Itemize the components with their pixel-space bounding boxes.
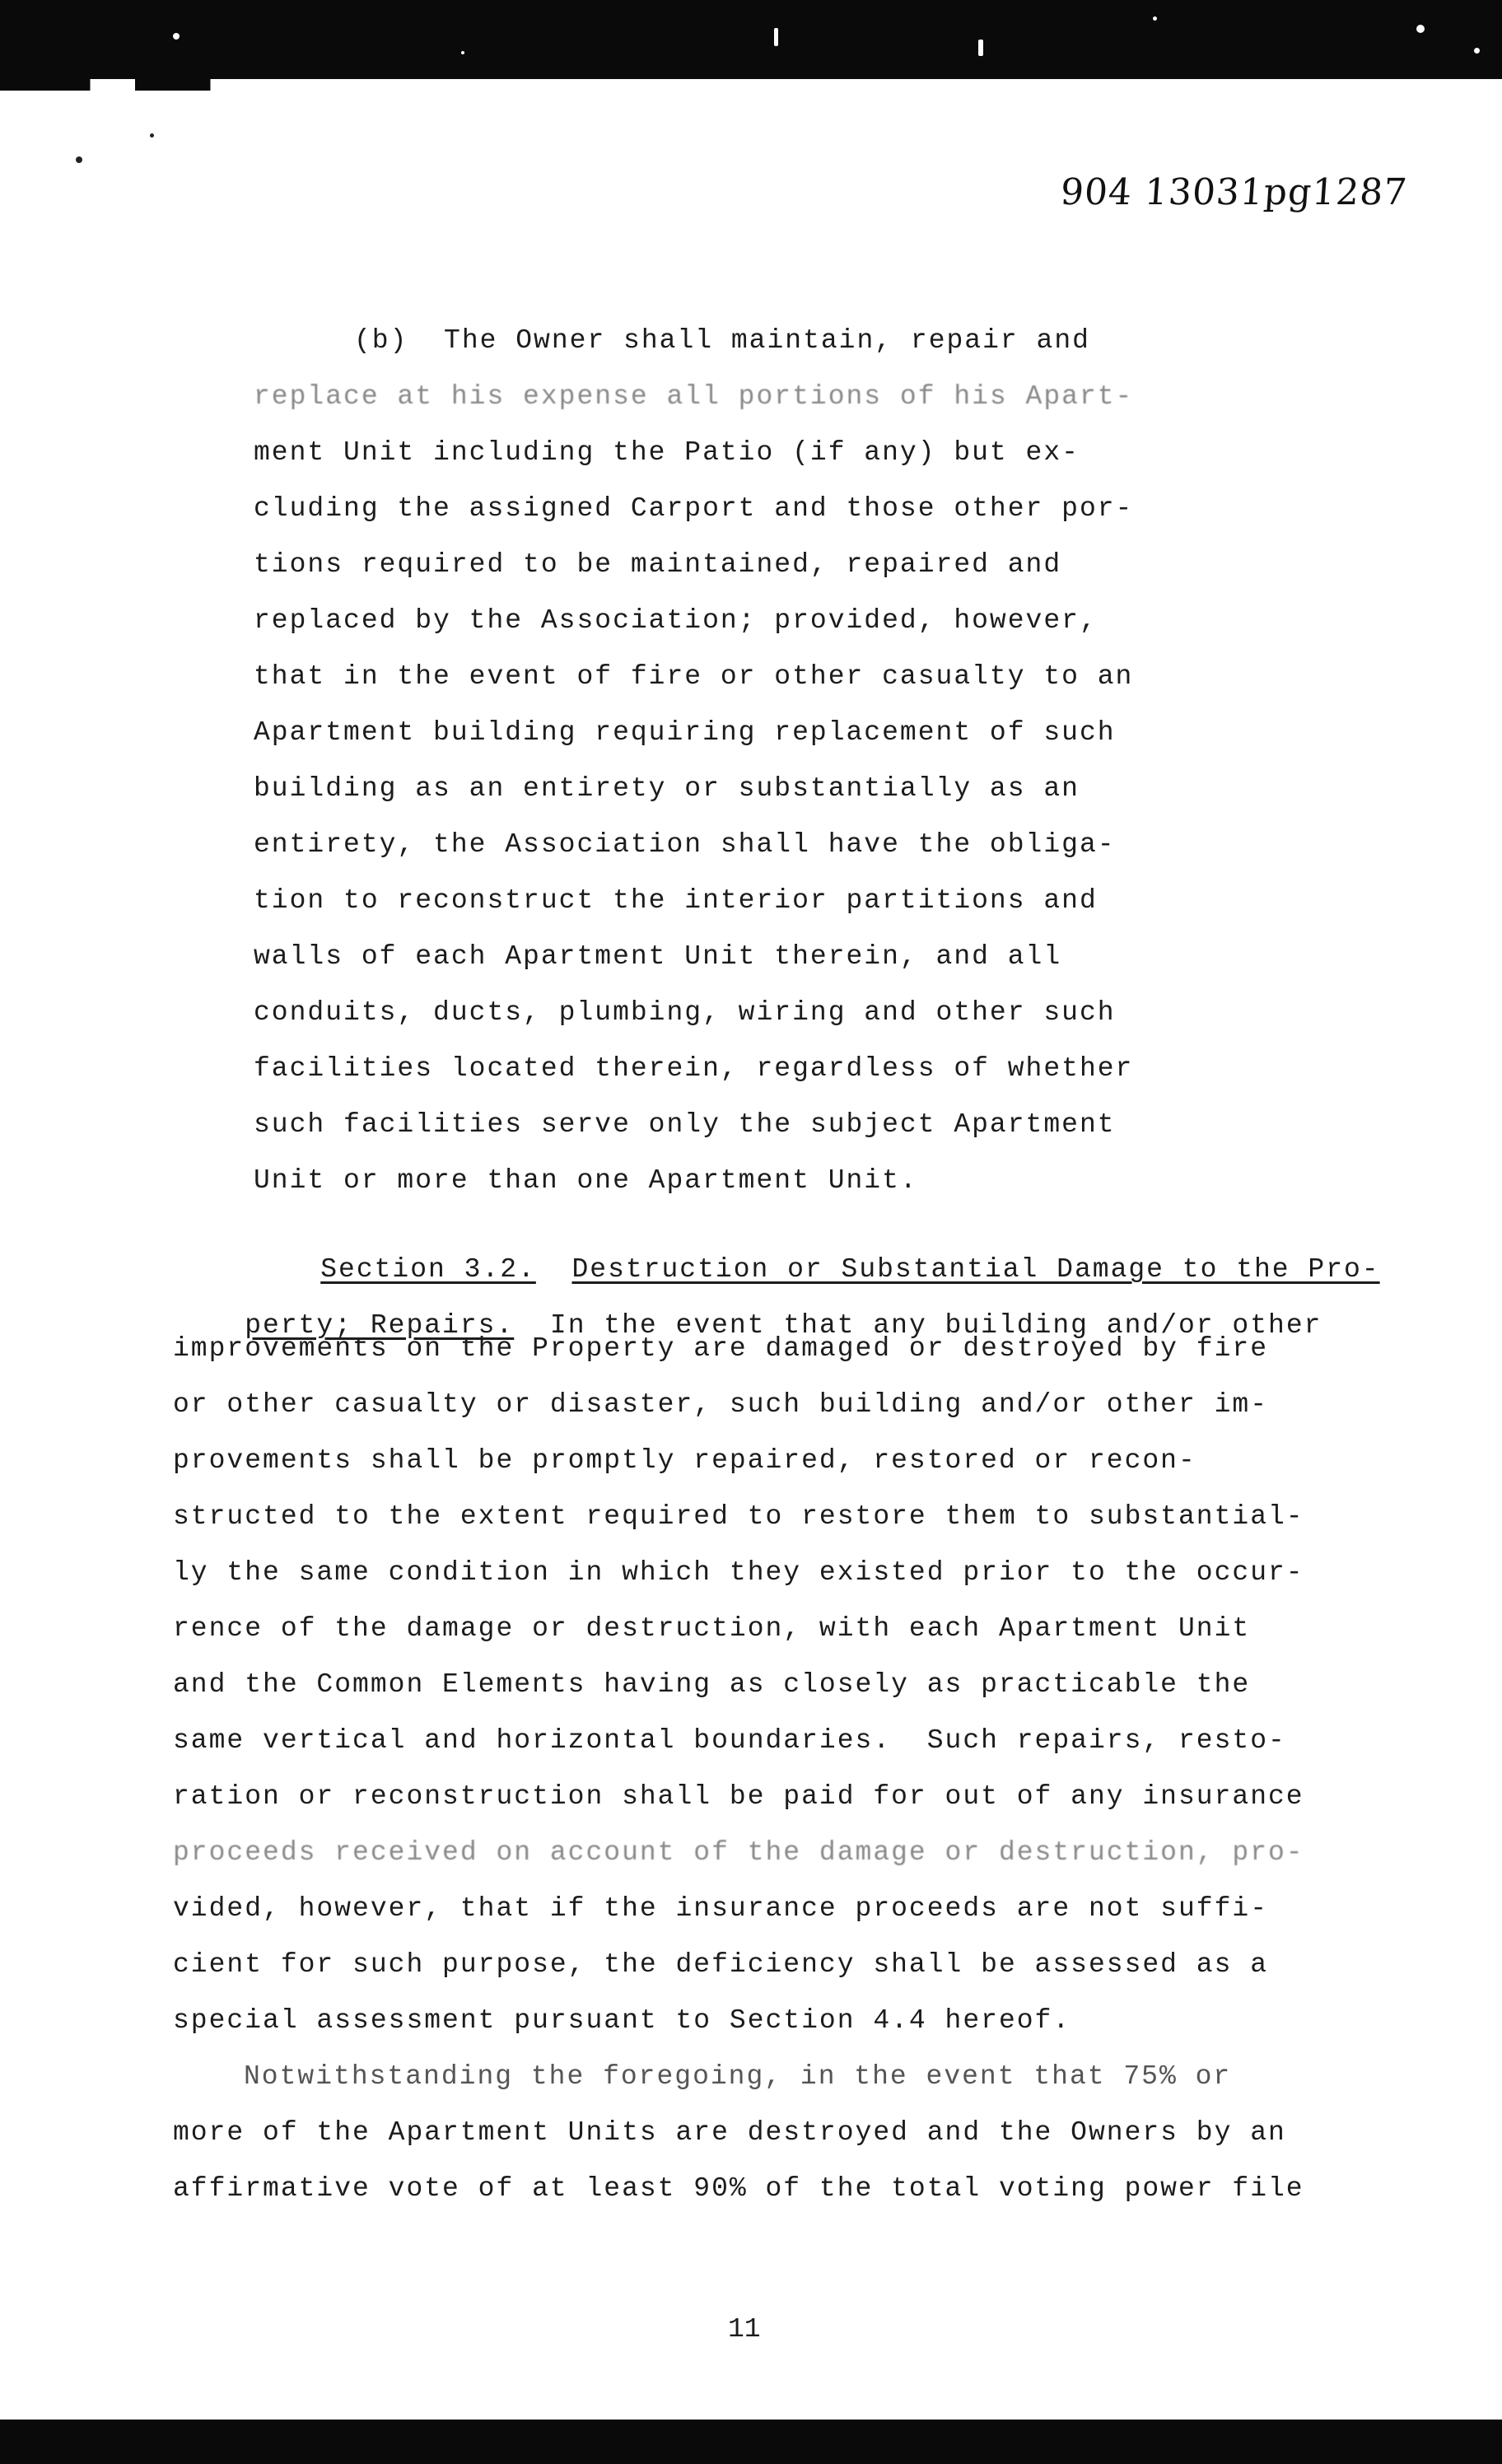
text-line: tions required to be maintained, repaired and	[254, 549, 1062, 580]
text-line: walls of each Apartment Unit therein, and all	[254, 941, 1062, 972]
text-line: special assessment pursuant to Section 4.4 hereof.	[173, 2005, 1071, 2036]
text-line: cient for such purpose, the deficiency shall be assessed as a	[173, 1949, 1268, 1980]
scan-edge-bottom	[0, 2420, 1502, 2464]
text-line: structed to the extent required to restore them to substantial-	[173, 1501, 1304, 1532]
text-fragment: In the event that any building and/or other	[549, 1310, 1322, 1341]
section-title: Destruction or Substantial Damage to the Pro-	[571, 1254, 1380, 1285]
text-line: such facilities serve only the subject Apartment	[254, 1109, 1116, 1140]
text-line: conduits, ducts, plumbing, wiring and other such	[254, 997, 1116, 1028]
text-line: more of the Apartment Units are destroyed and the Owners by an	[173, 2117, 1286, 2148]
text-line: that in the event of fire or other casualty to an	[254, 661, 1134, 692]
text-line: proceeds received on account of the damage or destruction, pro-	[173, 1837, 1304, 1868]
text-line: ment Unit including the Patio (if any) but ex-	[254, 437, 1080, 468]
text-line: tion to reconstruct the interior partitions and	[254, 885, 1098, 916]
section-label: Section 3.2.	[320, 1254, 536, 1285]
text-line: cluding the assigned Carport and those other por-	[254, 493, 1134, 524]
section-title-continued: perty; Repairs.	[245, 1310, 515, 1341]
text-line: ration or reconstruction shall be paid for out of any insurance	[173, 1781, 1304, 1812]
text-line: Notwithstanding the foregoing, in the event that 75% or	[244, 2061, 1232, 2092]
text-line: vided, however, that if the insurance proceeds are not suffi-	[173, 1893, 1268, 1924]
recording-page-reference: 904 13031pg1287	[1059, 171, 1410, 213]
text-line: and the Common Elements having as closely as practicable the	[173, 1669, 1251, 1700]
scan-dot	[76, 156, 82, 163]
text-line: entirety, the Association shall have the obliga-	[254, 829, 1116, 860]
text-line: provements shall be promptly repaired, restored or recon-	[173, 1445, 1196, 1476]
page-number: 11	[728, 2314, 761, 2345]
text-line: facilities located therein, regardless of whether	[254, 1053, 1134, 1084]
text-line: affirmative vote of at least 90% of the total voting power file	[173, 2173, 1304, 2204]
text-line: improvements on the Property are damaged or destroyed by fire	[173, 1333, 1268, 1364]
text-line: Apartment building requiring replacement of such	[254, 717, 1116, 748]
text-line: ly the same condition in which they existed prior to the occur-	[173, 1557, 1304, 1588]
text-line: building as an entirety or substantially as an	[254, 773, 1080, 804]
scan-edge-top-ragged	[0, 79, 1502, 91]
text-line: or other casualty or disaster, such building and/or other im-	[173, 1389, 1268, 1420]
text-line: same vertical and horizontal boundaries. Such repairs, resto-	[173, 1725, 1286, 1756]
scan-edge-top	[0, 0, 1502, 79]
text-line: rence of the damage or destruction, with each Apartment Unit	[173, 1613, 1251, 1644]
text-line: (b) The Owner shall maintain, repair and	[354, 325, 1090, 356]
text-line: replaced by the Association; provided, however,	[254, 605, 1098, 636]
text-line: Unit or more than one Apartment Unit.	[254, 1165, 918, 1196]
text-line: replace at his expense all portions of his Apart-	[254, 381, 1134, 412]
scan-dot	[150, 133, 154, 138]
